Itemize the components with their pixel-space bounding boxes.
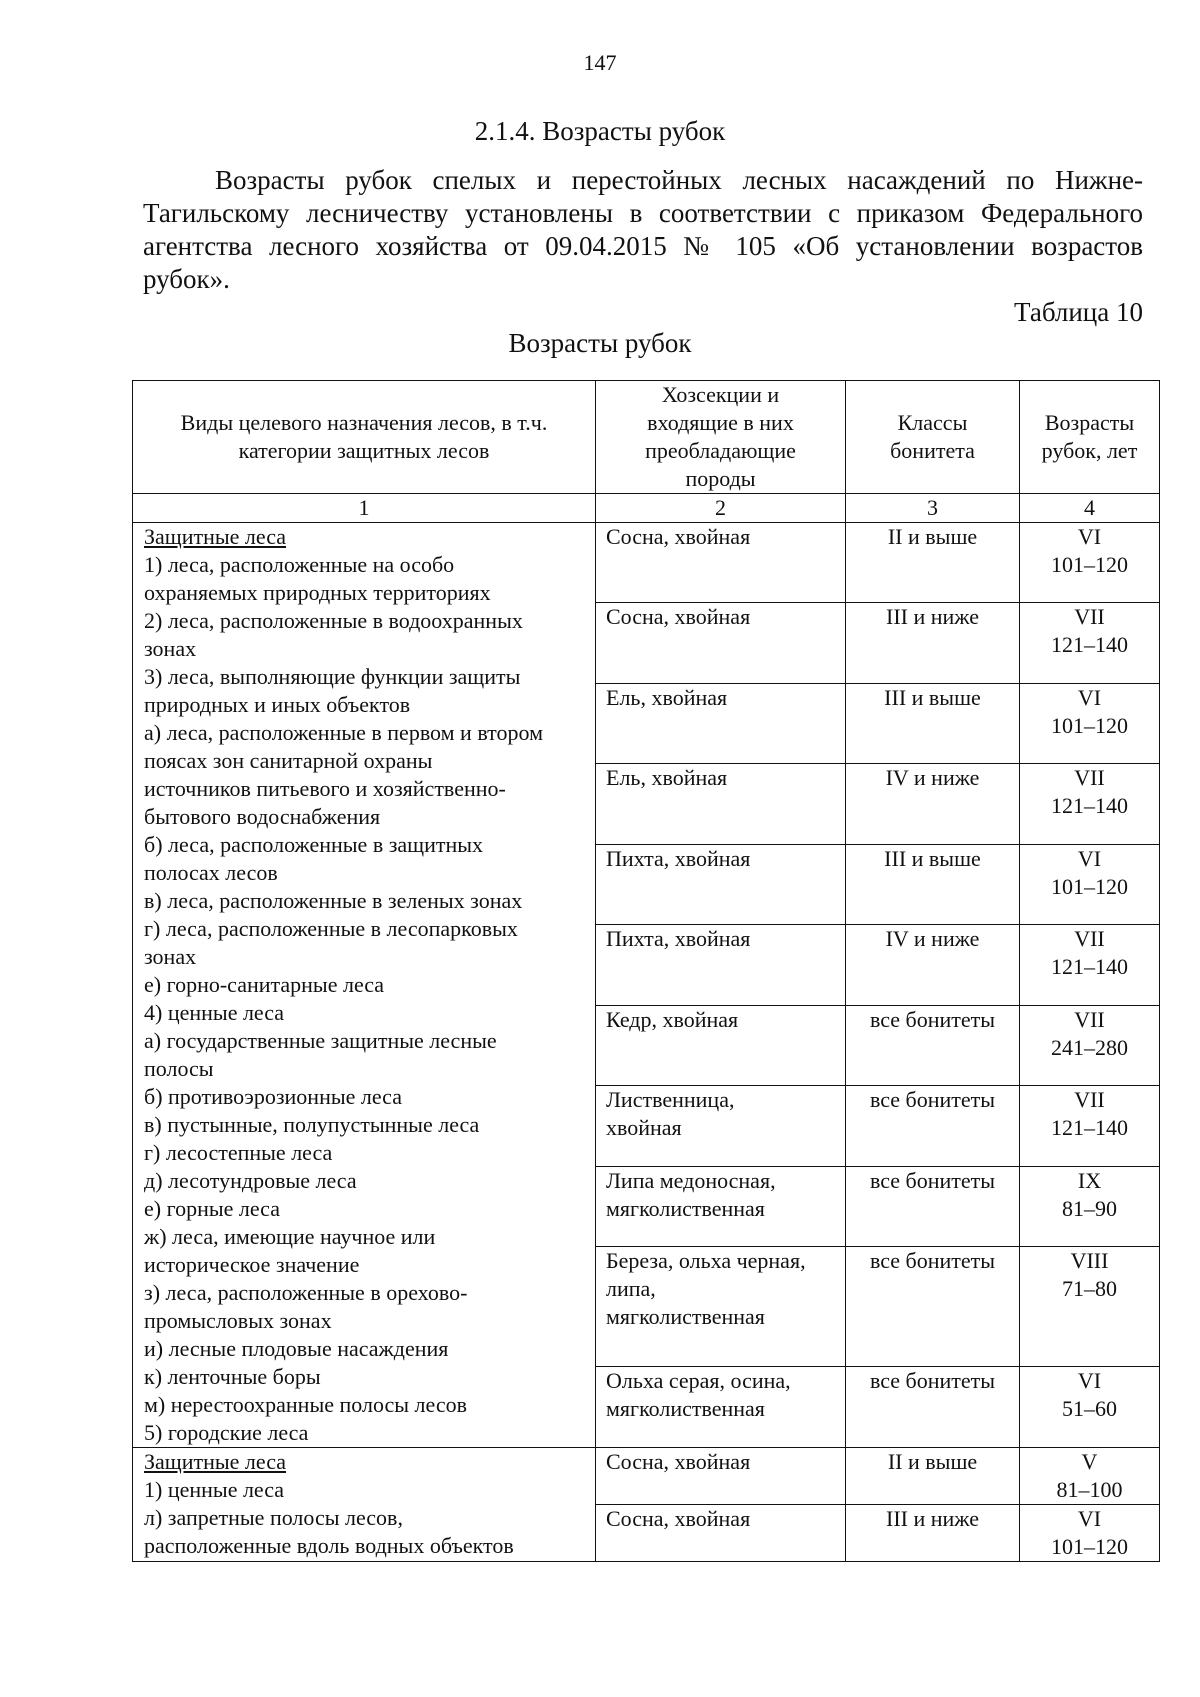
header-text: Классы — [897, 410, 968, 435]
species-line: Сосна, хвойная — [606, 1506, 751, 1531]
age-class: VIII — [1070, 1248, 1109, 1274]
category-line: а) леса, расположенные в первом и втором — [144, 720, 543, 745]
species-cell — [596, 1247, 846, 1367]
category-line: бытового водоснабжения — [144, 804, 381, 829]
category-line: в) леса, расположенные в зеленых зонах — [144, 888, 523, 913]
header-text: категории защитных лесов — [238, 438, 490, 463]
header-text: породы — [685, 466, 756, 491]
species-line: липа, — [606, 1276, 656, 1302]
category-line: зонах — [144, 944, 197, 969]
category-line: е) горные леса — [144, 1196, 280, 1221]
category-line: г) лесостепные леса — [144, 1140, 333, 1165]
category-line: е) горно-санитарные леса — [144, 972, 385, 997]
header-text: Хозсекции и — [661, 382, 780, 407]
category-line: расположенные вдоль водных объектов — [144, 1533, 514, 1558]
bonitet-cell: IV и ниже — [846, 764, 1020, 844]
age-cell — [1020, 603, 1160, 683]
category-line: охраняемых природных территориях — [144, 580, 491, 605]
category-line: а) государственные защитные лесные — [144, 1028, 497, 1053]
age-years: 121–140 — [1051, 632, 1128, 658]
bonitet-cell: все бонитеты — [846, 1005, 1020, 1085]
age-class: VI — [1077, 524, 1102, 549]
category-line: источников питьевого и хозяйственно- — [144, 776, 506, 801]
category-cell — [133, 1448, 596, 1562]
species-cell — [596, 925, 846, 1005]
age-years: 241–280 — [1051, 1034, 1128, 1060]
bonitet-cell: III и ниже — [846, 1505, 1020, 1562]
age-cell — [1020, 1367, 1160, 1448]
column-number: 3 — [846, 494, 1020, 523]
bonitet-cell: все бонитеты — [846, 1086, 1020, 1166]
category-line: промысловых зонах — [144, 1308, 332, 1333]
category-line: 1) ценные леса — [144, 1477, 285, 1502]
species-cell — [596, 683, 846, 763]
header-text: Виды целевого назначения лесов, в т.ч. — [180, 410, 548, 435]
species-line: мягколиственная — [606, 1396, 765, 1422]
category-line: природных и иных объектов — [144, 692, 411, 717]
age-years: 101–120 — [1051, 1534, 1128, 1559]
category-line: 4) ценные леса — [144, 1000, 285, 1025]
paragraph-line: Возрасты рубок спелых и перестойных лесных насаждений по Нижне- — [215, 165, 1143, 195]
age-class: VI — [1077, 684, 1102, 710]
age-class: V — [1081, 1449, 1098, 1474]
species-line: Липа медоносная, — [606, 1167, 776, 1193]
age-class: VI — [1077, 1368, 1102, 1394]
species-cell — [596, 603, 846, 683]
species-line: Сосна, хвойная — [606, 1449, 751, 1474]
column-number-row — [133, 494, 1160, 523]
header-text: бонитета — [890, 438, 975, 463]
species-cell — [596, 1367, 846, 1448]
age-cell — [1020, 1005, 1160, 1085]
category-line: 3) леса, выполняющие функции защиты — [144, 664, 521, 689]
category-line: полосах лесов — [144, 860, 278, 885]
age-cell — [1020, 1247, 1160, 1367]
table-row — [133, 1448, 1160, 1505]
age-cell — [1020, 925, 1160, 1005]
age-class: VII — [1074, 604, 1105, 630]
header-cell-4 — [1020, 381, 1160, 494]
species-cell — [596, 844, 846, 924]
age-class: VI — [1077, 1506, 1102, 1531]
header-text: Возрасты — [1044, 410, 1135, 435]
age-cell — [1020, 1166, 1160, 1246]
category-line: г) леса, расположенные в лесопарковых — [144, 916, 518, 941]
bonitet-cell: все бонитеты — [846, 1166, 1020, 1246]
age-years: 121–140 — [1051, 954, 1128, 980]
age-cell — [1020, 683, 1160, 763]
category-line: ж) леса, имеющие научное или — [144, 1224, 436, 1249]
paragraph-line: Тагильскому лесничеству установлены в соответствии с приказом Федерального — [143, 198, 1143, 228]
category-line: л) запретные полосы лесов, — [144, 1505, 403, 1530]
age-years: 121–140 — [1051, 1115, 1128, 1141]
bonitet-cell: все бонитеты — [846, 1247, 1020, 1367]
category-line: 5) городские леса — [144, 1420, 309, 1445]
species-line: Ель, хвойная — [606, 765, 728, 791]
species-line: хвойная — [606, 1115, 682, 1141]
table-title: Возрасты рубок — [508, 328, 692, 358]
category-line: к) ленточные боры — [144, 1364, 321, 1389]
bonitet-cell: IV и ниже — [846, 925, 1020, 1005]
species-cell — [596, 523, 846, 603]
age-years: 71–80 — [1062, 1276, 1117, 1302]
category-line: з) леса, расположенные в орехово- — [144, 1280, 468, 1305]
category-cell — [133, 523, 596, 1448]
category-line: полосы — [144, 1056, 214, 1081]
species-line: Кедр, хвойная — [606, 1006, 739, 1032]
species-line: Ольха серая, осина, — [606, 1368, 791, 1394]
header-text: преобладающие — [645, 438, 796, 463]
age-cell — [1020, 1505, 1160, 1562]
category-line: историческое значение — [144, 1252, 360, 1277]
column-number: 4 — [1020, 494, 1160, 523]
category-line: зонах — [144, 636, 197, 661]
age-cell — [1020, 1086, 1160, 1166]
age-cell — [1020, 523, 1160, 603]
age-class: VII — [1074, 1087, 1105, 1113]
species-line: Ель, хвойная — [606, 684, 728, 710]
species-line: Пихта, хвойная — [606, 926, 751, 952]
species-line: Лиственница, — [606, 1087, 735, 1113]
age-class: VI — [1077, 845, 1102, 871]
intro-paragraph — [143, 164, 1143, 296]
age-years: 101–120 — [1051, 873, 1128, 899]
age-years: 81–100 — [1056, 1477, 1123, 1502]
bonitet-cell: все бонитеты — [846, 1367, 1020, 1448]
species-cell — [596, 1166, 846, 1246]
age-cell — [1020, 1448, 1160, 1505]
header-cell-3 — [846, 381, 1020, 494]
age-years: 101–120 — [1051, 552, 1128, 577]
age-cell — [1020, 844, 1160, 924]
category-line: б) леса, расположенные в защитных — [144, 832, 484, 857]
age-years: 101–120 — [1051, 712, 1128, 738]
header-cell-1 — [133, 381, 596, 494]
species-cell — [596, 1005, 846, 1085]
bonitet-cell: III и ниже — [846, 603, 1020, 683]
category-line: 1) леса, расположенные на особо — [144, 552, 455, 577]
table-header — [133, 381, 1160, 523]
category-line: д) лесотундровые леса — [144, 1168, 357, 1193]
species-cell — [596, 1086, 846, 1166]
column-number: 1 — [133, 494, 596, 523]
category-line: 2) леса, расположенные в водоохранных — [144, 608, 523, 633]
species-cell — [596, 1505, 846, 1562]
category-line: и) лесные плодовые насаждения — [144, 1336, 449, 1361]
species-line: Пихта, хвойная — [606, 845, 751, 871]
header-text: рубок, лет — [1041, 438, 1138, 463]
bonitet-cell: III и выше — [846, 844, 1020, 924]
category-title: Защитные леса — [144, 524, 287, 549]
age-years: 81–90 — [1062, 1195, 1117, 1221]
species-line: Сосна, хвойная — [606, 604, 751, 630]
bonitet-cell: III и выше — [846, 683, 1020, 763]
section-title: 2.1.4. Возрасты рубок — [474, 116, 726, 146]
header-row — [133, 381, 1160, 494]
table-body — [133, 523, 1160, 1562]
category-line: поясах зон санитарной охраны — [144, 748, 433, 773]
age-class: IX — [1077, 1167, 1102, 1193]
bonitet-cell: II и выше — [846, 1448, 1020, 1505]
age-years: 51–60 — [1062, 1396, 1117, 1422]
age-class: VII — [1074, 926, 1105, 952]
age-years: 121–140 — [1051, 793, 1128, 819]
table-number: Таблица 10 — [1014, 297, 1143, 327]
age-class: VII — [1074, 765, 1105, 791]
category-line: б) противоэрозионные леса — [144, 1084, 402, 1109]
species-line: Береза, ольха черная, — [606, 1248, 806, 1274]
species-cell — [596, 1448, 846, 1505]
paragraph-line: агентства лесного хозяйства от 09.04.2015 № 105 «Об установлении возрастов — [143, 231, 1143, 261]
species-line: мягколиственная — [606, 1195, 765, 1221]
paragraph-line: рубок». — [143, 264, 230, 294]
category-title: Защитные леса — [144, 1449, 287, 1474]
species-cell — [596, 764, 846, 844]
category-line: м) нерестоохранные полосы лесов — [144, 1392, 467, 1417]
cutting-ages-table — [132, 380, 1160, 1562]
page-number: 147 — [583, 50, 617, 75]
table-row — [133, 523, 1160, 603]
age-cell — [1020, 764, 1160, 844]
age-class: VII — [1074, 1006, 1105, 1032]
header-text: входящие в них — [647, 410, 794, 435]
category-line: в) пустынные, полупустынные леса — [144, 1112, 480, 1137]
header-cell-2 — [596, 381, 846, 494]
species-line: мягколиственная — [606, 1304, 765, 1330]
species-line: Сосна, хвойная — [606, 524, 751, 549]
bonitet-cell: II и выше — [846, 523, 1020, 603]
column-number: 2 — [596, 494, 846, 523]
